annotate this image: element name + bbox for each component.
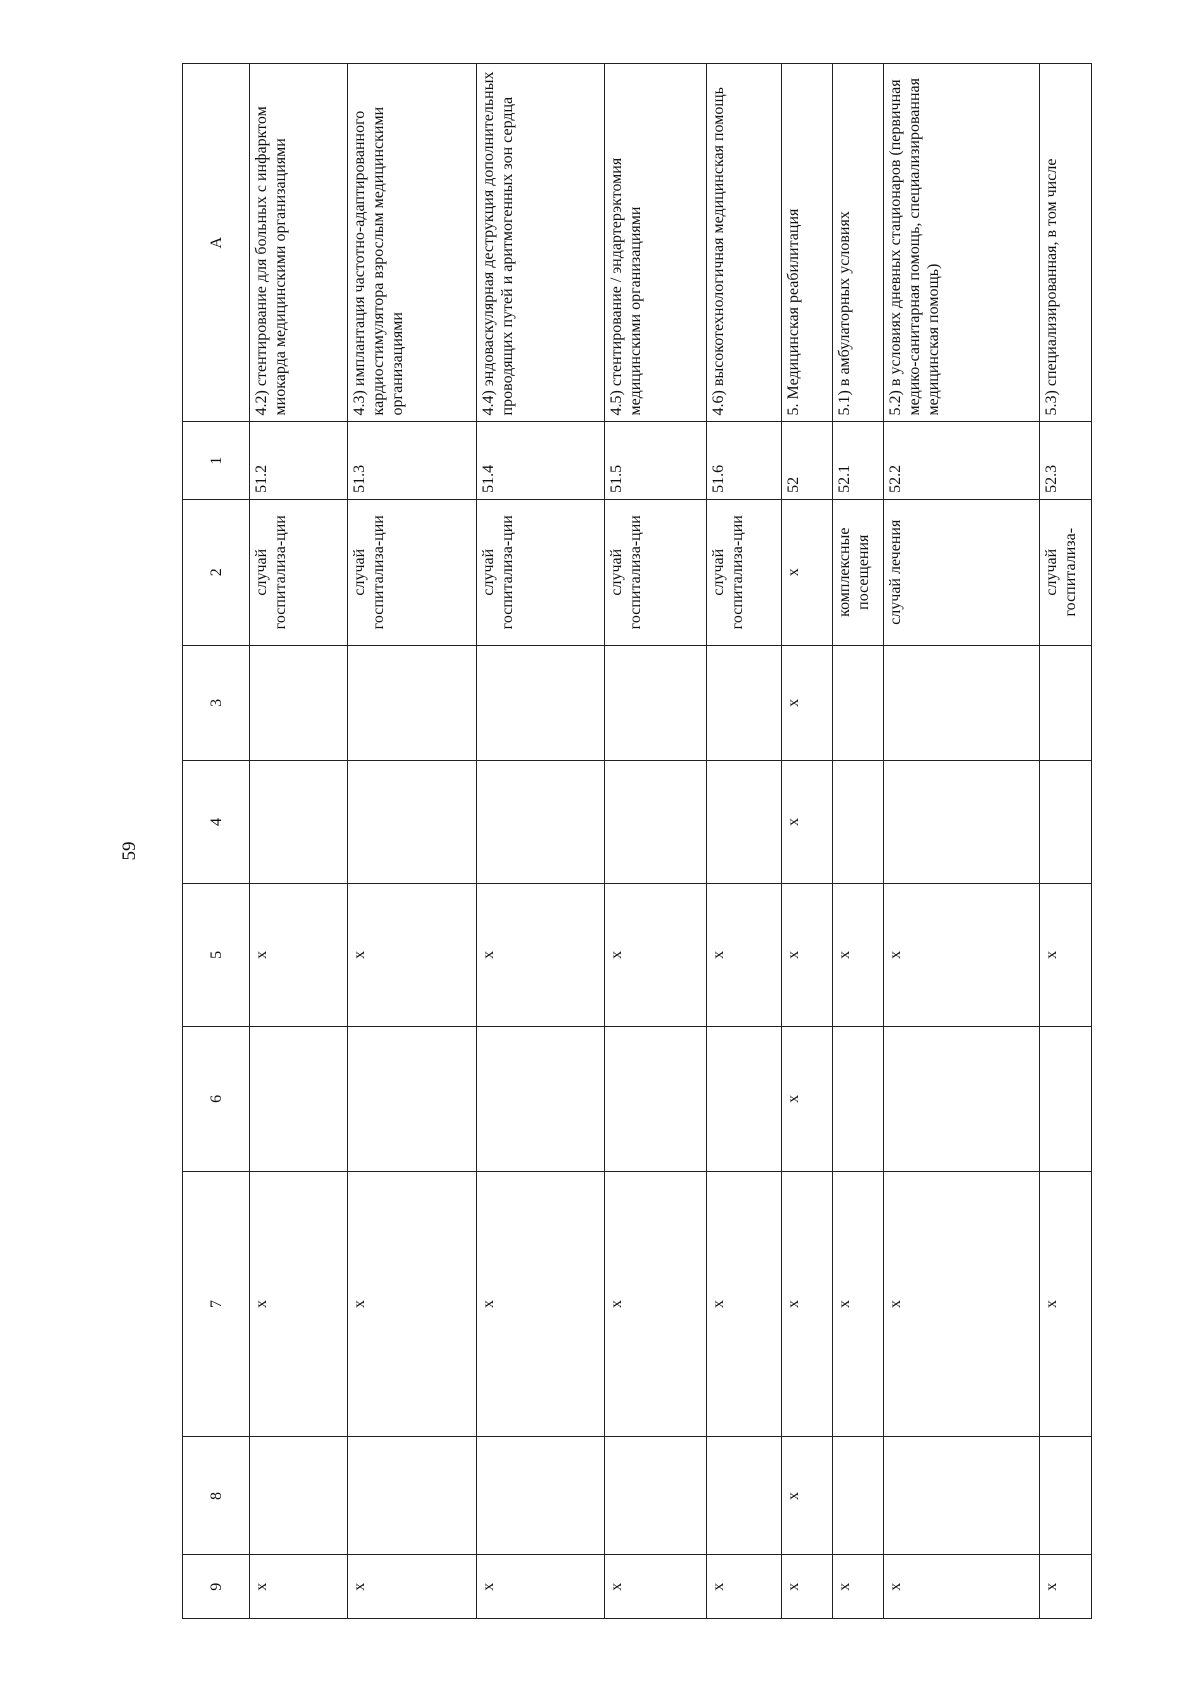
header-col-7: 7	[183, 1171, 250, 1437]
cell-col-8	[605, 1437, 707, 1555]
header-col-6: 6	[183, 1027, 250, 1172]
cell-col-5: х	[1039, 883, 1092, 1026]
cell-col-9: х	[476, 1555, 604, 1619]
cell-col-9: х	[884, 1555, 1039, 1619]
cell-col-1: 52	[781, 422, 832, 499]
cell-col-3	[884, 645, 1039, 761]
cell-col-6	[348, 1027, 476, 1172]
cell-col-a: 4.5) стентирование / эндартерэктомия медицинскими организациями	[605, 64, 707, 422]
table-row	[476, 64, 604, 1619]
cell-col-2: случай лечения	[884, 499, 1039, 645]
cell-col-7: х	[1039, 1171, 1092, 1437]
table-row	[348, 64, 476, 1619]
cell-col-4	[706, 761, 781, 884]
cell-col-8	[348, 1437, 476, 1555]
cell-col-1: 52.2	[884, 422, 1039, 499]
cell-col-2: случай госпитализа-ции	[605, 499, 707, 645]
data-table	[182, 63, 1092, 1619]
cell-col-7: х	[884, 1171, 1039, 1437]
cell-col-3	[250, 645, 348, 761]
cell-col-a: 4.6) высокотехнологичная медицинская помощь	[706, 64, 781, 422]
cell-col-9: х	[605, 1555, 707, 1619]
cell-col-7: х	[605, 1171, 707, 1437]
cell-col-8	[476, 1437, 604, 1555]
header-col-8: 8	[183, 1437, 250, 1555]
cell-col-8	[706, 1437, 781, 1555]
table-row	[781, 64, 832, 1619]
table-row	[250, 64, 348, 1619]
cell-col-a: 5.3) специализированная, в том числе	[1039, 64, 1092, 422]
cell-col-3	[1039, 645, 1092, 761]
cell-col-3: х	[781, 645, 832, 761]
cell-col-4	[605, 761, 707, 884]
header-row	[183, 64, 250, 1619]
header-col-a: А	[183, 64, 250, 422]
table-rotated-container	[182, 63, 1092, 1619]
table-row	[1039, 64, 1092, 1619]
header-col-9: 9	[183, 1555, 250, 1619]
cell-col-9: х	[348, 1555, 476, 1619]
header-col-3: 3	[183, 645, 250, 761]
cell-col-5: х	[250, 883, 348, 1026]
cell-col-a: 4.4) эндоваскулярная деструкция дополнительных проводящих путей и аритмогенных зон сердца	[476, 64, 604, 422]
cell-col-6	[833, 1027, 884, 1172]
cell-col-3	[348, 645, 476, 761]
cell-col-6	[706, 1027, 781, 1172]
cell-col-a: 4.2) стентирование для больных с инфарктом миокарда медицинскими организациями	[250, 64, 348, 422]
cell-col-6: х	[781, 1027, 832, 1172]
cell-col-9: х	[781, 1555, 832, 1619]
cell-col-2: случай госпитализа-ции	[348, 499, 476, 645]
cell-col-a: 5. Медицинская реабилитация	[781, 64, 832, 422]
cell-col-8	[1039, 1437, 1092, 1555]
cell-col-5: х	[348, 883, 476, 1026]
header-col-4: 4	[183, 761, 250, 884]
cell-col-2: случай госпитализа-ции	[706, 499, 781, 645]
cell-col-a: 4.3) имплантация частотно-адаптированного кардиостимулятора взрослым медицинскими организациями	[348, 64, 476, 422]
cell-col-8: х	[781, 1437, 832, 1555]
table-row	[605, 64, 707, 1619]
header-col-1: 1	[183, 422, 250, 499]
cell-col-4	[833, 761, 884, 884]
cell-col-9: х	[250, 1555, 348, 1619]
cell-col-2: х	[781, 499, 832, 645]
cell-col-5: х	[476, 883, 604, 1026]
cell-col-7: х	[476, 1171, 604, 1437]
cell-col-3	[706, 645, 781, 761]
cell-col-4: х	[781, 761, 832, 884]
cell-col-3	[833, 645, 884, 761]
header-col-2: 2	[183, 499, 250, 645]
cell-col-7: х	[348, 1171, 476, 1437]
cell-col-4	[250, 761, 348, 884]
cell-col-7: х	[833, 1171, 884, 1437]
cell-col-7: х	[706, 1171, 781, 1437]
cell-col-9: х	[833, 1555, 884, 1619]
cell-col-9: х	[1039, 1555, 1092, 1619]
cell-col-1: 52.3	[1039, 422, 1092, 499]
header-col-5: 5	[183, 883, 250, 1026]
cell-col-8	[884, 1437, 1039, 1555]
cell-col-7: х	[781, 1171, 832, 1437]
table-row	[884, 64, 1039, 1619]
cell-col-6	[605, 1027, 707, 1172]
cell-col-5: х	[884, 883, 1039, 1026]
cell-col-4	[476, 761, 604, 884]
cell-col-5: х	[781, 883, 832, 1026]
cell-col-3	[476, 645, 604, 761]
cell-col-2: случай госпитализа-ции	[250, 499, 348, 645]
table-row	[833, 64, 884, 1619]
cell-col-4	[884, 761, 1039, 884]
cell-col-6	[1039, 1027, 1092, 1172]
cell-col-a: 5.2) в условиях дневных стационаров (первичная медико-санитарная помощь, специализированная медицинская помощь)	[884, 64, 1039, 422]
cell-col-a: 5.1) в амбулаторных условиях	[833, 64, 884, 422]
cell-col-2: случай госпитализа-	[1039, 499, 1092, 645]
cell-col-5: х	[706, 883, 781, 1026]
cell-col-7: х	[250, 1171, 348, 1437]
cell-col-5: х	[833, 883, 884, 1026]
cell-col-1: 51.4	[476, 422, 604, 499]
cell-col-6	[884, 1027, 1039, 1172]
table-row	[706, 64, 781, 1619]
cell-col-1: 52.1	[833, 422, 884, 499]
cell-col-1: 51.2	[250, 422, 348, 499]
cell-col-6	[250, 1027, 348, 1172]
cell-col-1: 51.5	[605, 422, 707, 499]
cell-col-6	[476, 1027, 604, 1172]
cell-col-2: комплексные посещения	[833, 499, 884, 645]
cell-col-8	[833, 1437, 884, 1555]
cell-col-9: х	[706, 1555, 781, 1619]
cell-col-4	[348, 761, 476, 884]
cell-col-5: х	[605, 883, 707, 1026]
cell-col-1: 51.3	[348, 422, 476, 499]
cell-col-4	[1039, 761, 1092, 884]
cell-col-1: 51.6	[706, 422, 781, 499]
cell-col-3	[605, 645, 707, 761]
cell-col-8	[250, 1437, 348, 1555]
cell-col-2: случай госпитализа-ции	[476, 499, 604, 645]
page-number: 59	[119, 841, 140, 861]
